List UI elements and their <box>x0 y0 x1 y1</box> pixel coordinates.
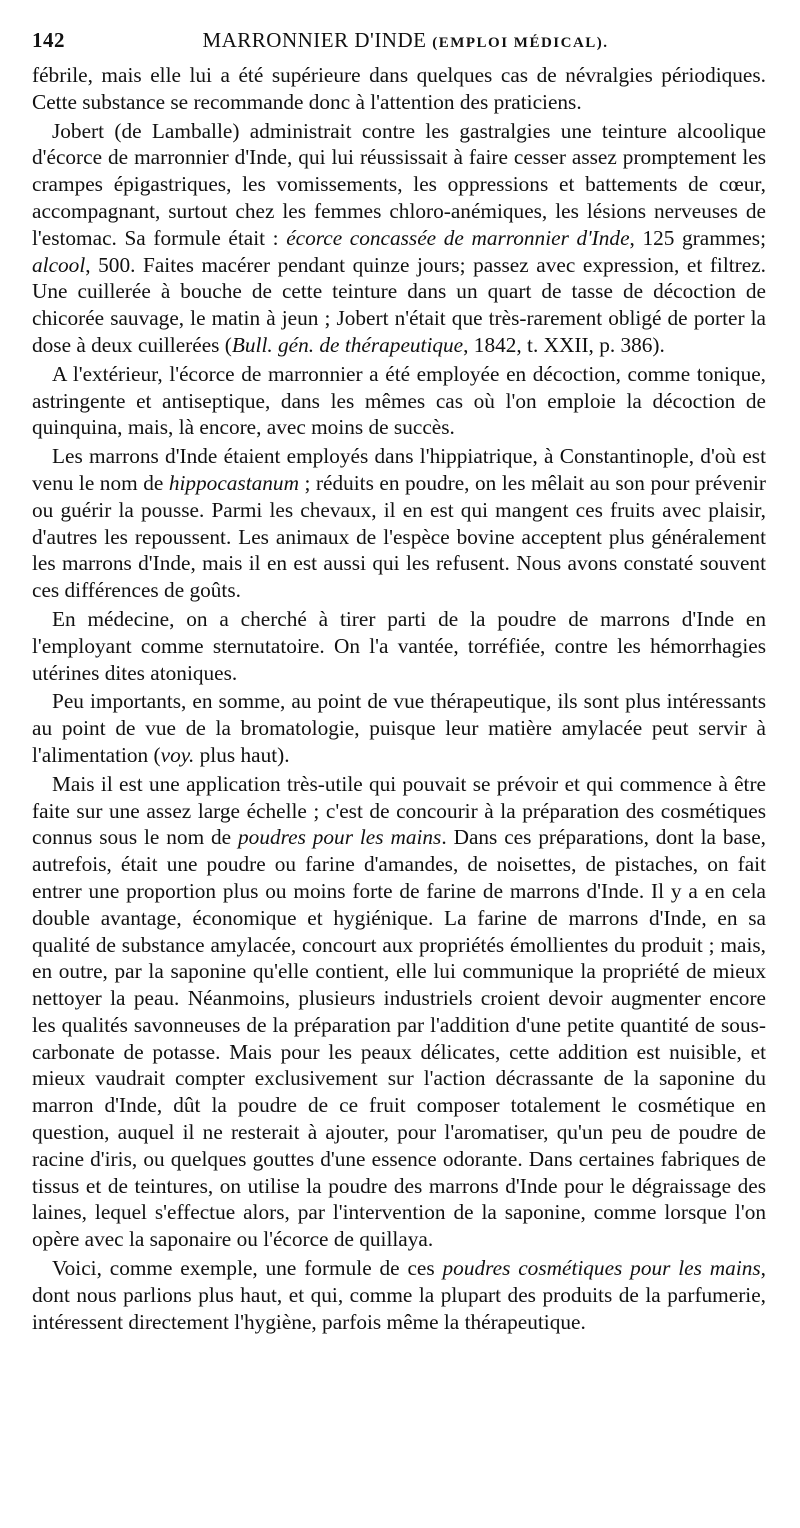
text-run: . Dans ces préparations, dont la base, autrefois, était une poudre ou farine d'amandes, de noisettes, de pistaches, on fait entrer une proportion plus ou moins forte de farine de marrons d'Inde. Il y a en cela double avantage, économique et hygiénique. La farine de marrons d'Inde, en sa qualité de substance amylacée, concourt aux propriétés émollientes du produit ; mais, en outre, par la saponine qu'elle contient, elle lui communique la propriété de mieux nettoyer la peau. Néanmoins, plusieurs industriels croient devoir augmenter encore les qualités savonneuses de la préparation par l'addition d'une petite quantité de sous-carbonate de potasse. Mais pour les peaux délicates, cette addition est nuisible, et mieux vaudrait compter exclusivement sur l'action décrassante de la saponine du marron d'Inde, dût la poudre de ce fruit composer totalement le cosmétique en question, auquel il ne resterait à ajouter, pour l'aromatiser, qu'un peu de poudre de racine d'iris, ou quelques gouttes d'une essence odorante. Dans certaines fabriques de tissus et de teintures, on utilise la poudre des marrons d'Inde pour le dégraissage des laines, lequel s'effectue alors, par l'intervention de la saponine, comme lorsque l'on opère avec la saponaire ou l'écorce de quillaya. <box>32 825 766 1252</box>
text-run: Voici, comme exemple, une formule de ces <box>52 1256 443 1281</box>
italic-text: hippocastanum <box>168 470 299 495</box>
paragraph <box>32 118 766 359</box>
paragraph <box>32 1255 766 1335</box>
paragraph <box>32 62 766 116</box>
italic-text: voy. <box>160 742 195 767</box>
text-run: plus haut). <box>194 742 290 767</box>
text-run: A l'extérieur, l'écorce de marronnier a été employée en décoction, comme tonique, astringente et antiseptique, dans les mêmes cas où l'on emploie la décoction de quinquina, mais, là encore, avec moins de succès. <box>32 361 766 440</box>
text-run: Les marrons d'Inde étaient employés dans l'hippiatrique, à Constantinople, d'où est venu le nom de <box>32 444 766 495</box>
text-run: , 1842, t. XXII, p. 386). <box>463 332 665 357</box>
italic-text: poudres cosmétiques pour les mains <box>442 1256 761 1281</box>
italic-text: alcool <box>32 252 86 277</box>
text-run: Peu importants, en somme, au point de vue thérapeutique, ils sont plus intéressants au point de vue de la bromatologie, puisque leur matière amylacée peut servir à l'alimentation ( <box>32 689 766 767</box>
italic-text: poudres pour les mains <box>238 825 442 850</box>
book-page <box>32 28 766 1335</box>
text-run: En médecine, on a cherché à tirer parti de la poudre de marrons d'Inde en l'employant comme sternutatoire. On l'a vantée, torréfiée, contre les hémorrhagies utérines dites atoniques. <box>32 606 766 685</box>
text-run: fébrile, mais elle lui a été supérieure dans quelques cas de névralgies périodiques. Cette substance se recommande donc à l'attention des praticiens. <box>32 63 766 114</box>
text-run: , dont nous parlions plus haut, et qui, comme la plupart des produits de la parfumerie, intéressent directement l'hygiène, parfois même la thérapeutique. <box>32 1256 766 1334</box>
italic-text: écorce concassée de marronnier d'Inde <box>286 225 630 250</box>
running-title-main: MARRONNIER D'INDE <box>202 28 427 52</box>
paragraph <box>32 771 766 1253</box>
text-run: Jobert (de Lamballe) administrait contre les gastralgies une teinture alcoolique d'écorce de marronnier d'Inde, qui lui réussissait à faire cesser assez promptement les crampes épigastriques, les vomissements, les oppressions et battements de cœur, accompagnant, surtout chez les femmes chloro-anémiques, les lésions nerveuses de l'estomac. Sa formule était : <box>32 118 766 250</box>
page-header <box>32 28 766 62</box>
text-run: , 500. Faites macérer pendant quinze jours; passez avec expression, et filtrez. Une cuillerée à bouche de cette teinture dans un quart de tasse de décoction de chicorée sauvage, le matin à jeun ; Jobert n'était que très-rarement obligé de porter la dose à deux cuillerées ( <box>32 252 766 357</box>
running-title-section: (EMPLOI MÉDICAL). <box>432 35 609 51</box>
page-number: 142 <box>32 28 65 52</box>
paragraph <box>32 688 766 768</box>
text-run: Mais il est une application très-utile qui pouvait se prévoir et qui commence à être faite sur une assez large échelle ; c'est de concourir à la préparation des cosmétiques connus sous le nom de <box>32 771 766 850</box>
text-run: , 125 grammes; <box>629 225 767 250</box>
italic-text: Bull. gén. de thérapeutique <box>231 332 464 357</box>
paragraph <box>32 606 766 686</box>
paragraph <box>32 361 766 441</box>
body-text <box>32 62 766 1335</box>
text-run: ; réduits en poudre, on les mêlait au son pour prévenir ou guérir la pousse. Parmi les chevaux, il en est qui mangent ces fruits avec plaisir, d'autres les repoussent. Les animaux de l'espèce bovine acceptent plus généralement les marrons d'Inde, mais il en est aussi qui les refusent. Nous avons constaté souvent ces différences de goûts. <box>32 470 766 603</box>
running-title <box>65 28 766 53</box>
paragraph <box>32 443 766 604</box>
